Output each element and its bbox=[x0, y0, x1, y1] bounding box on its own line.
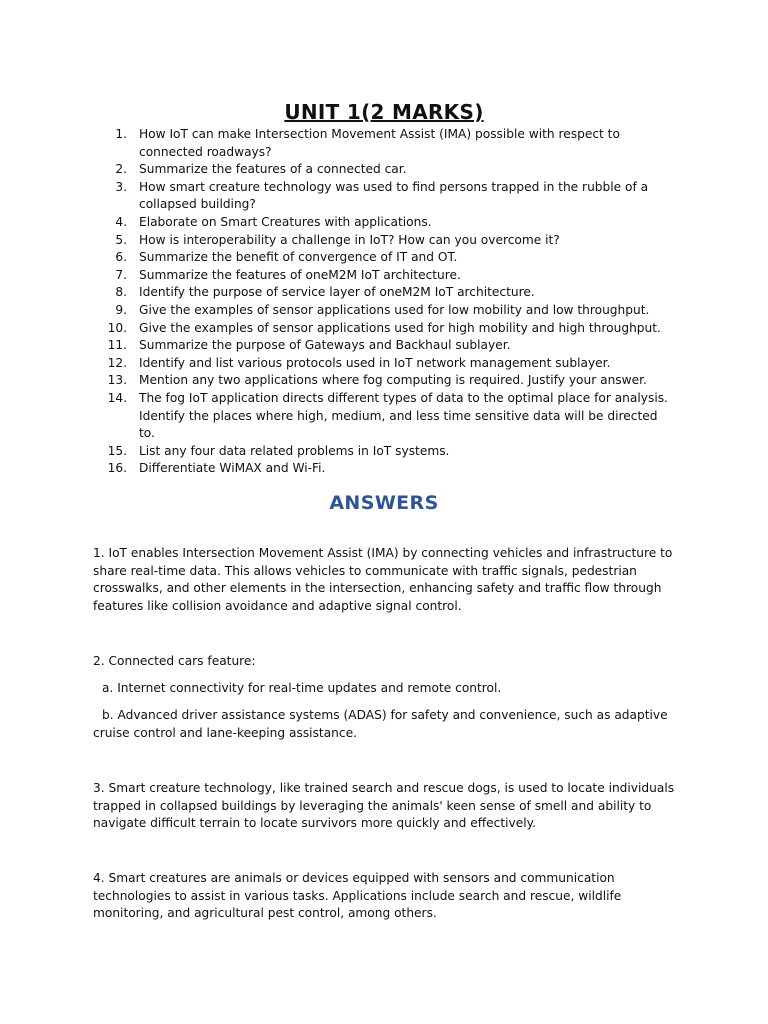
question-number: 6. bbox=[115, 250, 127, 265]
questions-list bbox=[92, 126, 677, 478]
question-item bbox=[92, 284, 677, 302]
question-number: 2. bbox=[115, 162, 127, 177]
question-text: Mention any two applications where fog computing is required. Justify your answer. bbox=[139, 373, 647, 388]
question-item bbox=[92, 267, 677, 285]
question-text: How smart creature technology was used to find persons trapped in the rubble of a collapsed building? bbox=[139, 179, 649, 212]
question-item bbox=[92, 179, 677, 214]
question-item bbox=[92, 161, 677, 179]
question-item bbox=[92, 337, 677, 355]
question-number: 15. bbox=[107, 443, 127, 458]
question-number: 16. bbox=[107, 461, 127, 476]
question-number: 14. bbox=[107, 390, 127, 405]
answer-3: 3. Smart creature technology, like trained search and rescue dogs, is used to locate individuals trapped in collapsed buildings by leveraging the animals' keen sense of smell and ability to navigate difficult terrain to locate survivors more quickly and effectively. bbox=[93, 781, 675, 831]
answer-4: 4. Smart creatures are animals or devices equipped with sensors and communication technologies to assist in various tasks. Applications include search and rescue, wildlife monitoring, and agricultural pest control, among others. bbox=[93, 871, 622, 921]
question-number: 10. bbox=[107, 320, 127, 335]
question-text: How IoT can make Intersection Movement Assist (IMA) possible with respect to connected roadways? bbox=[139, 127, 620, 159]
question-item bbox=[92, 390, 677, 443]
question-number: 13. bbox=[107, 373, 127, 388]
question-number: 7. bbox=[115, 267, 127, 282]
question-number: 9. bbox=[115, 302, 127, 317]
question-item bbox=[92, 232, 677, 250]
question-text: Differentiate WiMAX and Wi-Fi. bbox=[139, 461, 326, 476]
answer-1: 1. IoT enables Intersection Movement Assist (IMA) by connecting vehicles and infrastructure to share real-time data. This allows vehicles to communicate with traffic signals, pedestrian crosswalks, and other elements in the intersection, enhancing safety and traffic flow through features like collision avoidance and adaptive signal control. bbox=[93, 546, 673, 613]
question-number: 5. bbox=[115, 232, 127, 247]
question-item bbox=[92, 126, 677, 161]
answer-2-intro: 2. Connected cars feature: bbox=[93, 654, 256, 668]
question-text: The fog IoT application directs different types of data to the optimal place for analysis. Identify the places where high, medium, and less time sensitive data will be directed to. bbox=[139, 390, 668, 441]
question-text: Elaborate on Smart Creatures with applications. bbox=[139, 214, 432, 229]
question-item bbox=[92, 355, 677, 373]
answers-heading: ANSWERS bbox=[329, 492, 439, 514]
question-item bbox=[92, 320, 677, 338]
question-item bbox=[92, 460, 677, 478]
question-item bbox=[92, 443, 677, 461]
question-text: Give the examples of sensor applications used for low mobility and low throughput. bbox=[139, 302, 650, 317]
question-number: 4. bbox=[115, 214, 127, 229]
question-text: Summarize the benefit of convergence of IT and OT. bbox=[139, 250, 458, 265]
question-text: Summarize the features of a connected car. bbox=[139, 162, 407, 177]
question-text: Summarize the purpose of Gateways and Backhaul sublayer. bbox=[139, 338, 511, 353]
unit-title: UNIT 1(2 MARKS) bbox=[284, 100, 484, 124]
question-item bbox=[92, 302, 677, 320]
answer-2-item-b: b. Advanced driver assistance systems (ADAS) for safety and convenience, such as adaptive cruise control and lane-keeping assistance. bbox=[93, 708, 668, 740]
question-text: Give the examples of sensor applications used for high mobility and high throughput. bbox=[139, 320, 661, 335]
question-item bbox=[92, 214, 677, 232]
question-text: Identify and list various protocols used in IoT network management sublayer. bbox=[139, 355, 611, 370]
question-text: Summarize the features of oneM2M IoT architecture. bbox=[139, 267, 461, 282]
question-number: 8. bbox=[115, 285, 127, 300]
question-item bbox=[92, 249, 677, 267]
question-text: How is interoperability a challenge in IoT? How can you overcome it? bbox=[139, 232, 560, 247]
question-number: 12. bbox=[107, 355, 127, 370]
question-number: 1. bbox=[115, 127, 127, 141]
question-item bbox=[92, 372, 677, 390]
question-text: List any four data related problems in IoT systems. bbox=[139, 443, 450, 458]
answer-2-item-a: a. Internet connectivity for real-time updates and remote control. bbox=[102, 681, 502, 695]
question-text: Identify the purpose of service layer of oneM2M IoT architecture. bbox=[139, 285, 535, 300]
question-number: 3. bbox=[115, 179, 127, 194]
question-number: 11. bbox=[107, 338, 127, 353]
